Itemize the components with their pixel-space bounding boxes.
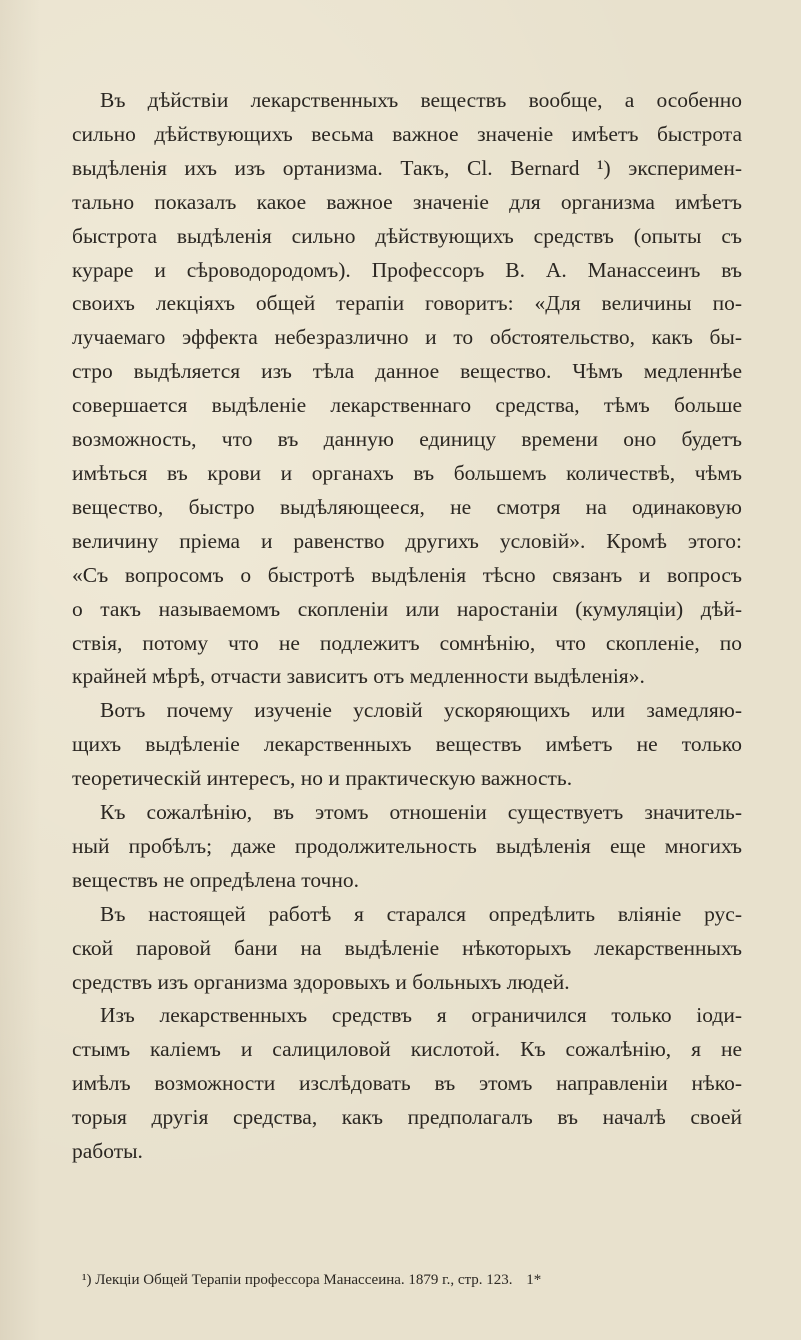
text-line: ской паровой бани на выдѣленіе нѣкоторыхъ лекарственныхъ — [72, 935, 742, 960]
text-line: быстрота выдѣленія сильно дѣйствующихъ средствъ (опыты съ — [72, 223, 742, 248]
text-line: выдѣленія ихъ изъ ортанизма. Такъ, Cl. Bernard ¹) эксперимен- — [72, 155, 742, 180]
text-line: работы. — [72, 1139, 143, 1164]
text-line: средствъ изъ организма здоровыхъ и больныхъ людей. — [72, 969, 570, 994]
text-line: Вотъ почему изученіе условій ускоряющихъ или замедляю- — [100, 698, 742, 723]
text-line: лучаемаго эффекта небезразлично и то обстоятельство, какъ бы- — [72, 325, 742, 350]
text-line: совершается выдѣленіе лекарственнаго средства, тѣмъ больше — [72, 393, 742, 418]
text-line: возможность, что въ данную единицу времени оно будетъ — [72, 427, 742, 452]
text-line: имѣться въ крови и органахъ въ большемъ количествѣ, чѣмъ — [72, 460, 742, 485]
text-line: своихъ лекціяхъ общей терапіи говоритъ: «Для величины по- — [72, 291, 742, 316]
text-line: о такъ называемомъ скопленіи или наростаніи (кумуляціи) дѣй- — [72, 596, 742, 621]
text-line: вещество, быстро выдѣляющееся, не смотря на одинаковую — [72, 494, 742, 519]
text-line: щихъ выдѣленіе лекарственныхъ веществъ имѣетъ не только — [72, 732, 742, 757]
text-line: «Съ вопросомъ о быстротѣ выдѣленія тѣсно связанъ и вопросъ — [72, 562, 742, 587]
text-line: ствія, потому что не подлежитъ сомнѣнію, что скопленіе, по — [72, 630, 742, 655]
text-line: стро выдѣляется изъ тѣла данное вещество. Чѣмъ медленнѣе — [72, 359, 742, 384]
text-line: Въ настоящей работѣ я старался опредѣлить вліяніе рус- — [100, 901, 742, 926]
text-line: ный пробѣлъ; даже продолжительность выдѣленія еще многихъ — [72, 833, 742, 858]
footnote — [82, 1270, 742, 1290]
text-line: кураре и сѣроводородомъ). Профессоръ В. А. Манассеинъ въ — [72, 257, 742, 282]
text-line: крайней мѣрѣ, отчасти зависитъ отъ медленности выдѣленія». — [72, 664, 645, 689]
text-line: Въ дѣйствіи лекарственныхъ веществъ вообще, а особенно — [100, 88, 742, 112]
signature-mark: 1* — [526, 1272, 542, 1288]
text-line: Изъ лекарственныхъ средствъ я ограничился только іоди- — [100, 1003, 742, 1028]
text-line: Къ сожалѣнію, въ этомъ отношеніи существуетъ значитель- — [100, 800, 742, 825]
main-text-block — [72, 84, 742, 1169]
footnote-text: ¹) Лекціи Общей Терапіи профессора Манассеина. 1879 г., стр. 123. — [82, 1272, 513, 1288]
text-line: теоретическій интересъ, но и практическую важность. — [72, 766, 573, 791]
text-line: торыя другія средства, какъ предполагалъ въ началѣ своей — [72, 1105, 742, 1130]
text-line: имѣлъ возможности изслѣдовать въ этомъ направленіи нѣко- — [72, 1071, 742, 1096]
text-line: сильно дѣйствующихъ весьма важное значеніе имѣетъ быстрота — [72, 121, 742, 146]
text-line: тально показалъ какое важное значеніе для организма имѣетъ — [72, 189, 742, 214]
text-line: стымъ каліемъ и салициловой кислотой. Къ сожалѣнію, я не — [72, 1037, 742, 1062]
text-line: веществъ не опредѣлена точно. — [72, 867, 359, 892]
text-line: величину пріема и равенство другихъ условій». Кромѣ этого: — [72, 528, 742, 553]
